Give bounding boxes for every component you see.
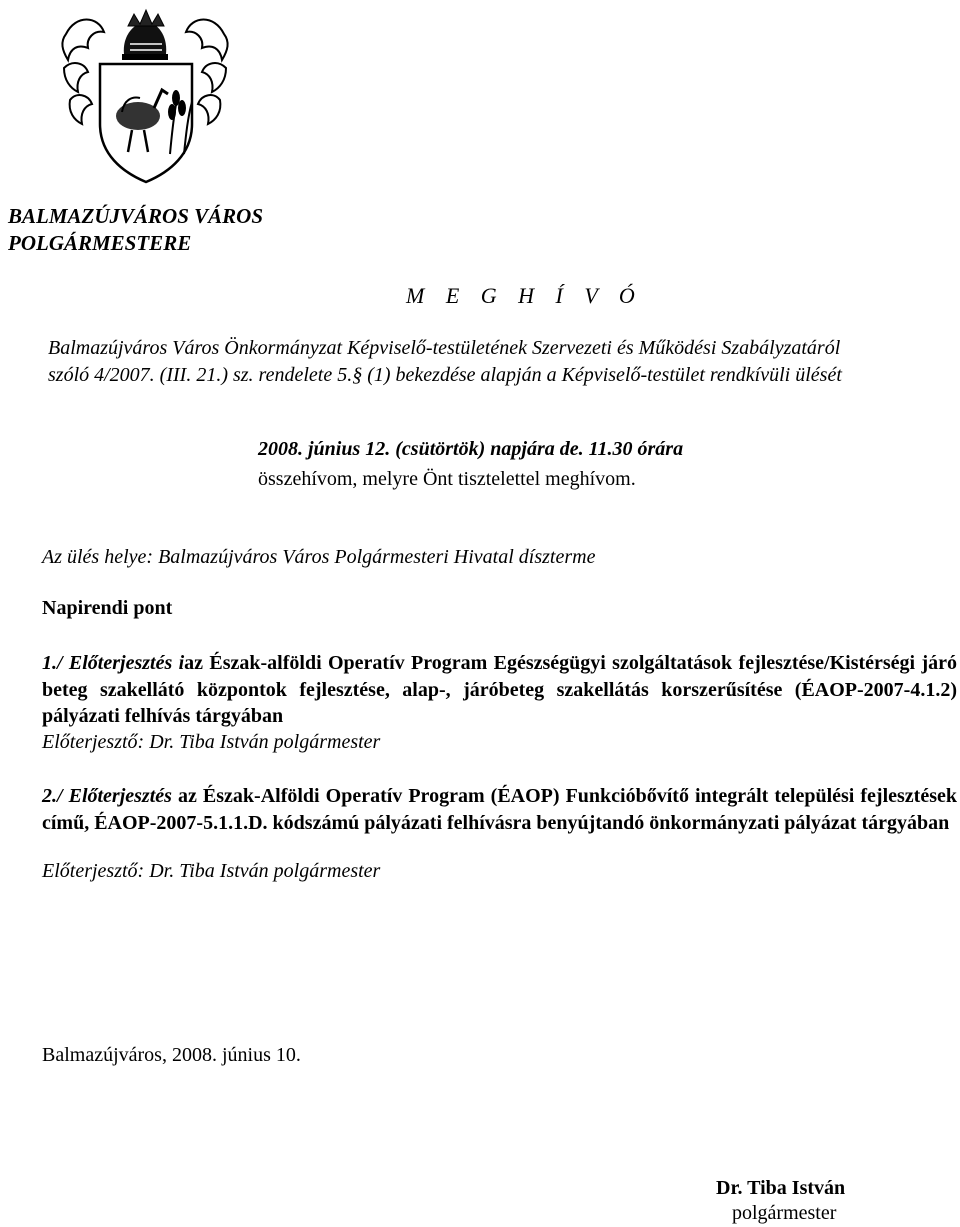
agenda-item-2-text: az Észak-Alföldi Operatív Program (ÉAOP) Funkcióbővítő integrált települési fejlesztések című, ÉAOP-2007-5.1.1.D. kódszámú pályázati felhívásra benyújtandó önkormányzati pályázat tárgyában	[42, 785, 957, 834]
meeting-date: 2008. június 12. (csütörtök) napjára de. 11.30 órára	[258, 438, 684, 460]
agenda-heading: Napirendi pont	[42, 597, 173, 619]
intro-line-2: szóló 4/2007. (III. 21.) sz. rendelete 5.§ (1) bekezdése alapján a Képviselő-testület rendkívüli ülését	[48, 364, 842, 386]
document-title: M E G H Í V Ó	[406, 283, 643, 308]
issuer-line-2: POLGÁRMESTERE	[8, 231, 192, 255]
convene-text: összehívom, melyre Önt tisztelettel meghívom.	[258, 468, 636, 490]
intro-line-1: Balmazújváros Város Önkormányzat Képviselő-testületének Szervezeti és Működési Szabályzatáról	[48, 337, 841, 359]
agenda-item-2-label: 2./ Előterjesztés	[42, 785, 172, 807]
place-and-date: Balmazújváros, 2008. június 10.	[42, 1044, 301, 1066]
agenda-item-1-presenter: Előterjesztő: Dr. Tiba István polgármester	[42, 731, 381, 753]
agenda-item-2	[42, 783, 957, 836]
agenda-item-1	[42, 650, 957, 730]
issuer-line-1: BALMAZÚJVÁROS VÁROS	[8, 204, 263, 228]
signer-title: polgármester	[732, 1202, 837, 1224]
coat-of-arms-icon	[58, 4, 232, 184]
signer-name: Dr. Tiba István	[716, 1177, 846, 1199]
coat-of-arms-drawing	[58, 4, 232, 184]
agenda-item-1-label: 1./ Előterjesztés i	[42, 652, 185, 674]
meeting-place: Az ülés helye: Balmazújváros Város Polgármesteri Hivatal díszterme	[42, 546, 596, 568]
agenda-item-1-text: az Észak-alföldi Operatív Program Egészségügyi szolgáltatások fejlesztése/Kistérségi járó beteg szakellátó központok fejlesztése, alap-, járóbeteg szakellátás korszerűsítése (ÉAOP-2007-4.1.2) pályázati felhívás tárgyában	[42, 652, 957, 727]
agenda-item-2-presenter: Előterjesztő: Dr. Tiba István polgármester	[42, 860, 381, 882]
